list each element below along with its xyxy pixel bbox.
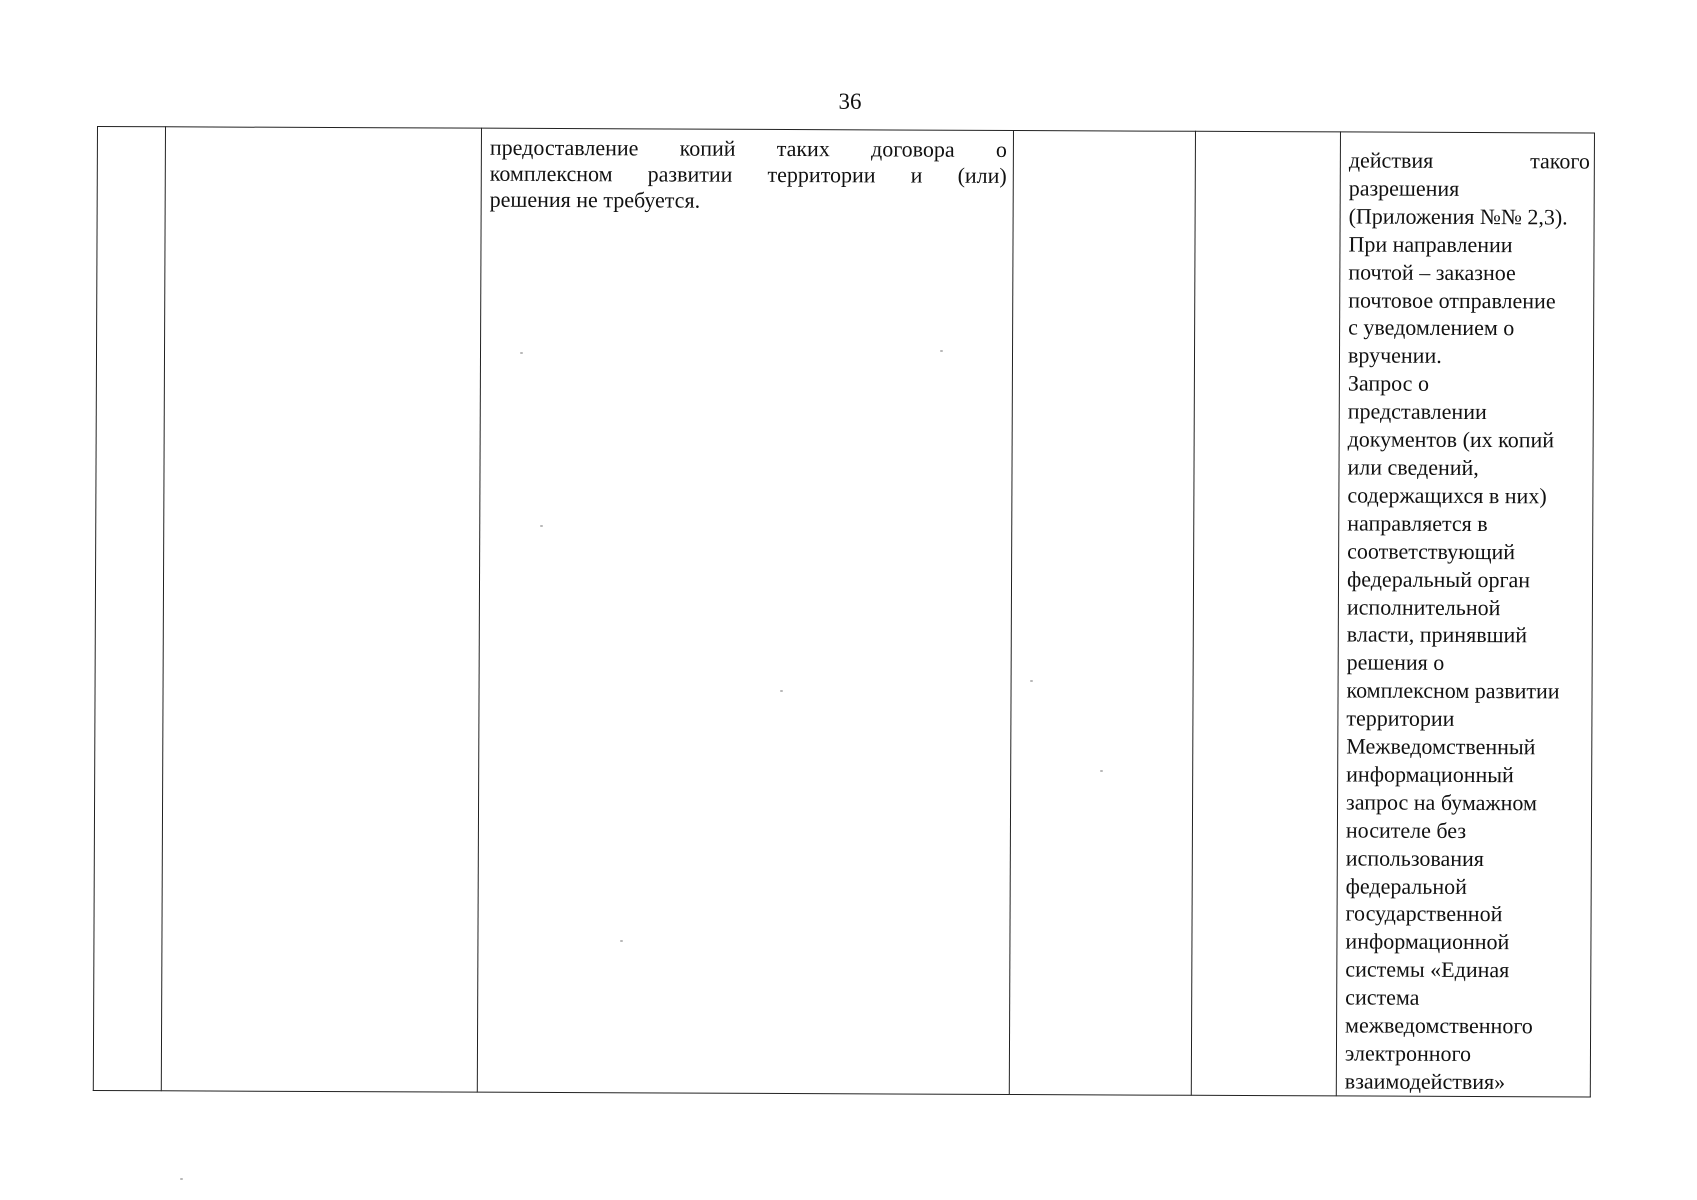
col6-line: (Приложения №№ 2,3). <box>1348 203 1568 230</box>
table-cell-col4 <box>1009 130 1195 1095</box>
col3-line: комплексном развитии территории и (или) <box>489 160 1007 188</box>
col6-line: разрешения <box>1348 175 1460 201</box>
col6-line: власти, принявший <box>1346 621 1528 648</box>
col6-line: межведомственного <box>1345 1012 1533 1039</box>
col6-line: решения о <box>1346 649 1445 676</box>
col6-line: представлении <box>1347 398 1487 425</box>
scan-speck <box>780 690 783 692</box>
col6-line: использования <box>1345 845 1484 871</box>
col6-line: федеральный орган <box>1346 566 1531 592</box>
col3-line: предоставление копий таких договора о <box>489 134 1007 162</box>
col6-line: Запрос о <box>1347 370 1430 397</box>
col3-text <box>482 129 1013 215</box>
col6-line: система <box>1345 984 1420 1010</box>
col6-line: федеральной <box>1345 873 1467 899</box>
col6-line: исполнительной <box>1346 593 1501 620</box>
scan-speck <box>620 940 623 942</box>
col6-line: вручении. <box>1347 342 1442 369</box>
col6-line: взаимодействия» <box>1344 1068 1506 1095</box>
col6-line: действия такого <box>1348 147 1590 174</box>
col6-line: или сведений, <box>1347 454 1479 481</box>
col6-line: содержащихся в них) <box>1347 482 1547 509</box>
col6-line: комплексном развитии <box>1346 677 1560 704</box>
col6-line: почтой – заказное <box>1348 259 1516 285</box>
col3-line: решения не требуется. <box>489 186 701 213</box>
col6-line: запрос на бумажном <box>1346 789 1537 816</box>
table-cell-col2 <box>161 127 481 1092</box>
document-table <box>93 126 1595 1097</box>
col6-line: электронного <box>1344 1040 1472 1067</box>
col6-line: соответствующий <box>1347 538 1516 564</box>
col6-line: направляется в <box>1347 510 1488 536</box>
col6-line: документов (их копий <box>1347 426 1555 453</box>
col6-line: информационный <box>1346 761 1514 788</box>
table-cell-col5 <box>1191 131 1340 1095</box>
table-row <box>93 127 1594 1097</box>
scan-speck <box>520 352 523 354</box>
table-cell-col3 <box>477 128 1013 1094</box>
table-cell-col6 <box>1336 132 1594 1097</box>
page-number: 36 <box>838 89 862 114</box>
col6-line: государственной <box>1345 900 1503 927</box>
col6-line: территории <box>1346 705 1455 732</box>
scan-speck <box>940 350 943 352</box>
col6-line: Межведомственный <box>1346 733 1536 760</box>
col6-line: носителе без <box>1345 817 1467 843</box>
col6-line: системы «Единая <box>1345 956 1510 983</box>
col6-line: почтовое отправление <box>1348 286 1556 313</box>
scan-speck <box>1030 680 1033 682</box>
col6-line: При направлении <box>1348 231 1513 257</box>
col6-line: информационной <box>1345 928 1510 955</box>
scan-speck <box>1100 770 1103 772</box>
col6-text <box>1337 132 1594 1096</box>
col6-line: с уведомлением о <box>1348 314 1515 341</box>
scan-speck <box>180 1178 183 1180</box>
table-cell-col1 <box>93 127 165 1091</box>
scan-speck <box>540 525 543 527</box>
